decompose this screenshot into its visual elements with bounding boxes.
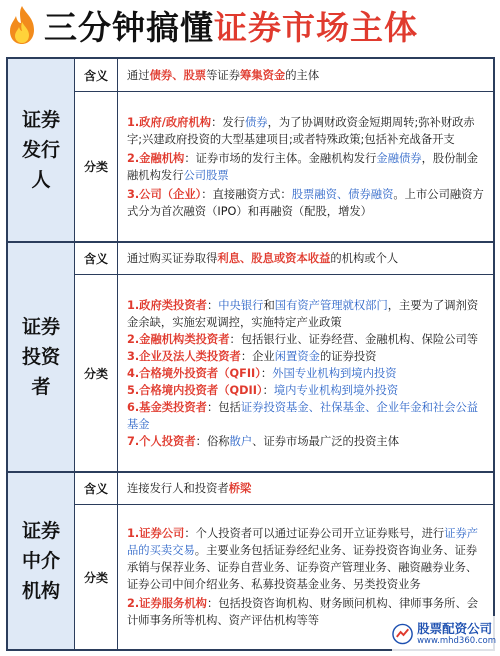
main-table: [6, 57, 495, 651]
text-span: ：个人投资者可以通过证券公司开立证券账号，进行: [184, 527, 445, 540]
list-item: [127, 331, 485, 348]
item-title: 7.个人投资者: [127, 434, 196, 448]
classification-list: [118, 92, 493, 241]
list-item: [127, 114, 485, 148]
watermark: [392, 616, 496, 652]
link-text: 境内专业机构到境外投资: [273, 383, 399, 397]
text-span: 。上市公司融资方式分为首次融资（IPO）和再融资（配股，增发）: [127, 187, 484, 218]
highlight-text: 债券、股票: [149, 68, 207, 82]
text-span: 通过: [127, 68, 150, 82]
link-text: 股票融资、债券融资: [291, 187, 394, 201]
link-text: 证券产品的买卖交易: [127, 527, 479, 557]
highlight-text: 桥梁: [228, 482, 252, 495]
item-title: 3.企业及法人类投资者: [127, 349, 241, 363]
list-item: [127, 399, 485, 433]
link-text: 债券: [244, 115, 268, 129]
section-issuers: [8, 59, 493, 241]
watermark-brand: 股票配资公司: [417, 620, 493, 636]
meaning-label: 含义: [75, 473, 118, 504]
highlight-text: 筹集资金: [240, 68, 286, 82]
item-title: 4.合格境外投资者（QFII）: [127, 366, 261, 380]
link-text: 金融债券: [376, 151, 422, 165]
category-row-label: 分类: [75, 92, 118, 241]
link-text: 公司股票: [183, 168, 229, 182]
list-item: [127, 365, 485, 382]
category-cell: [8, 473, 75, 649]
text-span: 连接发行人和投资者: [127, 482, 229, 495]
meaning-text: [118, 59, 493, 91]
category-label: 证券发行人: [21, 109, 60, 191]
text-span: 的主体: [285, 68, 320, 82]
text-span: ：包括: [206, 400, 241, 414]
category-cell: [8, 59, 75, 241]
item-title: 6.基金类投资者: [127, 400, 207, 414]
list-item: [127, 525, 485, 593]
item-title: 2.证券服务机构: [127, 597, 207, 610]
text-span: 的机构或个人: [330, 252, 399, 265]
text-span: 等证券: [206, 68, 241, 82]
item-title: 2.金融机构: [127, 151, 185, 165]
text-span: ：证券市场的发行主体。金融机构发行: [184, 151, 377, 165]
category-label: 证券投资者: [21, 316, 60, 398]
text-span: ：包括银行业、证券经营、金融机构、保险公司等: [229, 332, 479, 346]
text-span: ：: [260, 366, 273, 380]
text-span: ：发行: [211, 115, 245, 129]
text-span: 、证券市场最广泛的投资主体: [252, 434, 400, 448]
text-span: ，主要为了调剂资金余缺，实施宏观调控，实施特定产业政策: [127, 298, 479, 329]
link-text: 外国专业机构到境内投资: [272, 366, 397, 380]
link-text: 闲置资金: [274, 349, 320, 363]
text-span: 的证券投资: [319, 349, 377, 363]
meaning-label: 含义: [75, 243, 118, 274]
fire-icon: [4, 4, 40, 46]
classification-list: [118, 275, 493, 471]
highlight-text: 利息、股息或资本收益: [217, 252, 331, 265]
text-span: ：: [262, 383, 274, 397]
category-cell: [8, 243, 75, 471]
list-item: [127, 297, 485, 331]
text-span: 和: [263, 298, 275, 312]
text-span: 。主要业务包括证券经纪业务、证券投资咨询业务、证券承销与保荐业务、证券自营业务、证券资产管理业务、融资融券业务、证券公司中间介绍业务、私募投资基金业务、另类投资业务: [127, 544, 478, 591]
text-span: ，股份制金融机构发行: [127, 151, 479, 182]
item-title: 1.证券公司: [127, 527, 185, 540]
item-title: 2.金融机构类投资者: [127, 332, 230, 346]
list-item: [127, 186, 485, 220]
list-item: [127, 150, 485, 184]
link-text: 证券投资基金、社保基金、企业年金和社会公益基金: [127, 400, 479, 431]
meaning-text: [118, 243, 493, 274]
list-item: [127, 348, 485, 365]
page-title: [0, 0, 500, 50]
link-text: 中央银行: [218, 298, 264, 312]
item-title: 1.政府/政府机构: [127, 115, 212, 129]
text-span: ：企业: [240, 349, 275, 363]
list-item: [127, 433, 485, 450]
item-title: 3.公司（企业）: [127, 187, 202, 201]
title-part1: 三分钟搞懂: [44, 7, 214, 47]
watermark-url: www.mhd360.com: [417, 635, 496, 646]
item-title: 5.合格境内投资者（QDII）: [127, 383, 263, 397]
category-row-label: 分类: [75, 275, 118, 471]
text-span: ：直接融资方式：: [201, 187, 292, 201]
meaning-label: 含义: [75, 59, 118, 91]
category-row-label: 分类: [75, 505, 118, 649]
category-label: 证券中介机构: [21, 520, 60, 602]
meaning-text: [118, 473, 493, 504]
text-span: ：: [206, 298, 219, 312]
list-item: [127, 382, 485, 399]
text-span: 通过购买证券取得: [127, 252, 218, 265]
text-span: ，为了协调财政资金短期周转;弥补财政赤字;兴建政府投资的大型基建项目;或者特殊政策;包括补充战备开支: [127, 115, 475, 146]
title-part2: 证券市场主体: [214, 7, 418, 47]
section-investors: [8, 243, 493, 471]
item-title: 1.政府类投资者: [127, 298, 207, 312]
link-text: 散户: [229, 434, 253, 448]
link-text: 国有资产管理就权部门: [274, 298, 388, 312]
text-span: ：俗称: [195, 434, 230, 448]
watermark-logo-icon: [392, 623, 413, 645]
text-span: ：包括投资咨询机构、财务顾问机构、律师事务所、会计师事务所等机构、资产评估机构等等: [127, 597, 479, 627]
